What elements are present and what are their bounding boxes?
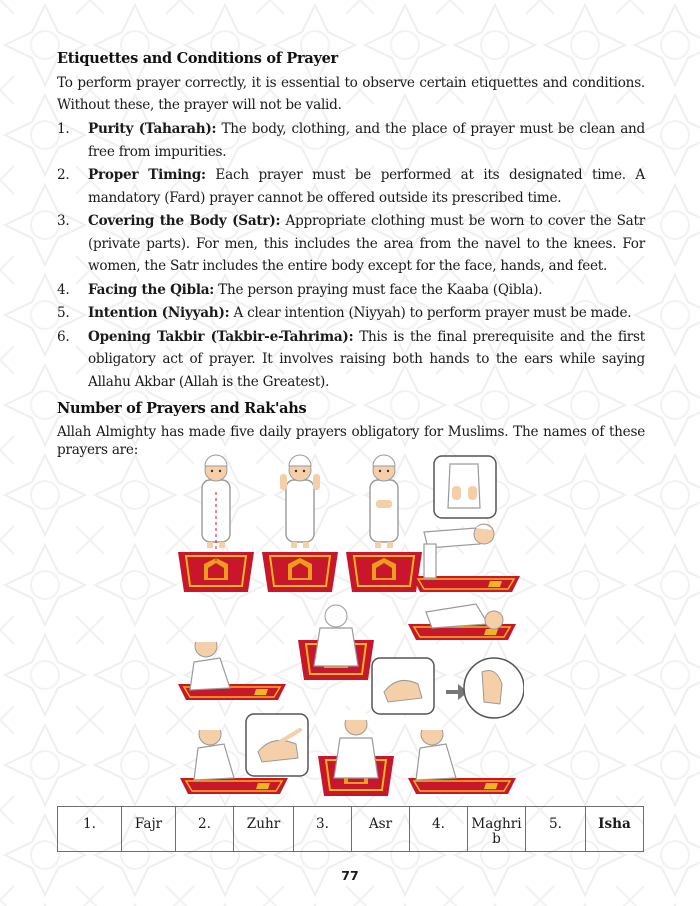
table-cell-prayer: Zuhr xyxy=(234,807,294,852)
position-standing-1 xyxy=(178,455,254,592)
position-sujood xyxy=(408,604,516,640)
position-tashahhud-front xyxy=(318,709,394,796)
position-jalsa-side xyxy=(178,631,286,700)
list-item xyxy=(57,164,645,209)
etiquettes-intro: To perform prayer correctly, it is essential to observe certain etiquettes and conditions. Without these, the prayer will not be valid. xyxy=(57,75,645,113)
list-item-term: Facing the Qibla: xyxy=(88,281,215,298)
conditions-list xyxy=(57,118,645,394)
table-cell-prayer: Fajr xyxy=(122,807,176,852)
section-heading-prayers: Number of Prayers and Rak'ahs xyxy=(57,400,307,417)
table-cell-number: 2. xyxy=(176,807,234,852)
list-item-term: Opening Takbir (Takbir-e-Tahrima): xyxy=(88,328,354,345)
list-item-term: Intention (Niyyah): xyxy=(88,305,230,321)
table-cell-number: 5. xyxy=(526,807,586,852)
list-item xyxy=(57,210,645,278)
list-item-number: 6. xyxy=(57,328,70,345)
list-item-number: 4. xyxy=(57,281,70,298)
prayer-positions-illustration xyxy=(176,452,524,804)
list-item-term: Proper Timing: xyxy=(88,167,206,183)
list-item-term: Purity (Taharah): xyxy=(88,121,217,137)
list-item-text: The person praying must face the Kaaba (Qibla). xyxy=(214,281,543,298)
table-cell-number: 4. xyxy=(410,807,468,852)
position-takbir xyxy=(262,455,338,592)
position-qiyam xyxy=(346,455,422,592)
list-item-number: 2. xyxy=(57,167,70,183)
list-item-text: Appropriate clothing must be worn to cover the Satr (private parts). For men, this includes the area from the navel to the knees. For women, the Satr includes the entire body except for the face, hands, and feet. xyxy=(88,213,645,274)
detail-finger-pointing xyxy=(246,714,308,776)
list-item-term: Covering the Body (Satr): xyxy=(88,213,281,229)
detail-hands-on-knees xyxy=(434,456,496,518)
list-item xyxy=(57,118,645,163)
prayers-intro: Allah Almighty has made five daily prayers obligatory for Muslims. The names of these prayers are: xyxy=(57,424,645,458)
section-heading-etiquettes: Etiquettes and Conditions of Prayer xyxy=(57,50,338,67)
list-item xyxy=(57,326,645,394)
position-ruku xyxy=(412,524,520,592)
list-item-number: 1. xyxy=(57,121,70,137)
position-jalsa-back xyxy=(298,605,374,680)
prayers-table xyxy=(57,806,644,852)
table-cell-prayer: Asr xyxy=(352,807,410,852)
list-item-text: This is the final prerequisite and the first obligatory act of prayer. It involves raising both hands to the ears while saying Allahu Akbar (Allah is the Greatest). xyxy=(88,328,645,390)
list-item xyxy=(57,302,645,325)
list-item-number: 3. xyxy=(57,213,70,229)
page-number: 77 xyxy=(341,868,359,883)
table-cell-prayer: Maghrib xyxy=(468,807,526,852)
list-item-text: A clear intention (Niyyah) to perform prayer must be made. xyxy=(229,305,632,321)
detail-foot-position xyxy=(372,658,524,718)
list-item-text: Each prayer must be performed at its designated time. A mandatory (Fard) prayer cannot be offered outside its prescribed time. xyxy=(88,167,646,206)
table-cell-prayer: Isha xyxy=(586,807,644,852)
list-item xyxy=(57,279,645,302)
list-item-number: 5. xyxy=(57,305,70,321)
list-item-text: The body, clothing, and the place of prayer must be clean and free from impurities. xyxy=(88,121,646,160)
position-tashahhud-2 xyxy=(408,719,516,794)
table-cell-number: 1. xyxy=(58,807,122,852)
table-cell-number: 3. xyxy=(294,807,352,852)
table-row xyxy=(58,807,644,852)
